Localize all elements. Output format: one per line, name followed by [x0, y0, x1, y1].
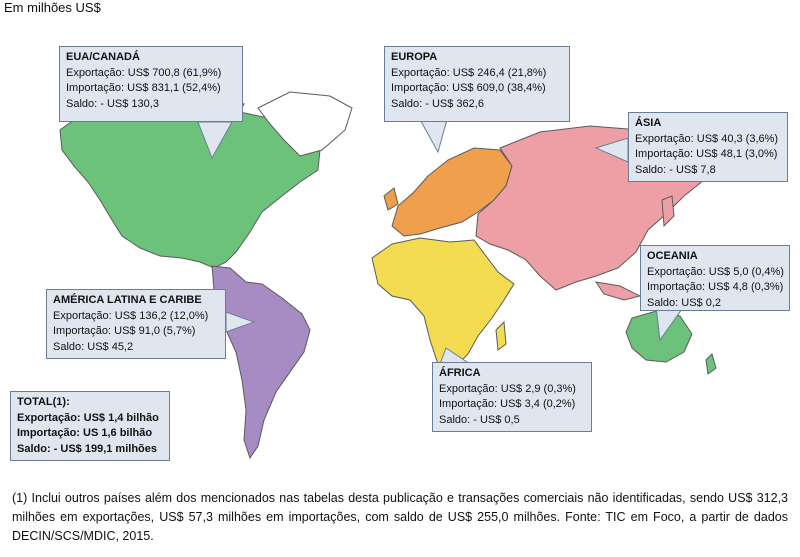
callout-title: OCEANIA	[647, 250, 698, 262]
callout-line: Saldo: - US$ 130,3	[66, 97, 159, 110]
callout-total	[10, 391, 170, 461]
callout-title: ÁFRICA	[439, 367, 481, 379]
callout-europa	[384, 46, 570, 122]
callout-line: Saldo: - US$ 7,8	[635, 163, 716, 176]
callout-line: Exportação: US$ 5,0 (0,4%)	[647, 265, 784, 278]
callout-line: Exportação: US$ 700,8 (61,9%)	[66, 66, 222, 79]
callout-line: Exportação: US$ 2,9 (0,3%)	[439, 382, 576, 395]
callout-asia	[628, 112, 788, 182]
region-america-latina	[212, 266, 310, 458]
callout-line: Saldo: US$ 45,2	[53, 340, 134, 353]
unit-label: Em milhões US$	[4, 0, 101, 15]
total-line: Exportação: US$ 1,4 bilhão	[17, 411, 159, 424]
callout-title: EUA/CANADÁ	[66, 51, 140, 63]
callout-line: Importação: US$ 3,4 (0,2%)	[439, 398, 576, 410]
callout-oceania	[640, 245, 790, 311]
callout-line: Saldo: - US$ 362,6	[391, 97, 484, 110]
callout-title: EUROPA	[391, 51, 438, 63]
region-uk	[384, 188, 398, 210]
callout-title: AMÉRICA LATINA E CARIBE	[53, 294, 202, 306]
callout-line: Importação: US$ 4,8 (0,3%)	[647, 281, 784, 293]
callout-line: Saldo: - US$ 0,5	[439, 413, 520, 426]
callout-line: Exportação: US$ 246,4 (21,8%)	[391, 66, 547, 79]
callout-line: Exportação: US$ 136,2 (12,0%)	[53, 309, 209, 322]
callout-line: Importação: US$ 48,1 (3,0%)	[635, 148, 778, 160]
region-africa	[372, 238, 514, 370]
total-line: Saldo: - US$ 199,1 milhões	[17, 442, 157, 455]
callout-title: ÁSIA	[635, 117, 662, 129]
region-japan	[662, 196, 674, 226]
callout-line: Importação: US$ 831,1 (52,4%)	[66, 82, 221, 94]
callout-line: Saldo: US$ 0,2	[647, 296, 721, 309]
callout-eua-canada	[59, 46, 243, 122]
total-title: TOTAL(1):	[17, 396, 70, 408]
footnote: (1) Inclui outros países além dos mencionados nas tabelas desta publicação e transações comerciais não identificadas, sendo US$ 312,3 milhões em exportações, US$ 57,3 milhões em importações, com saldo de US$ 255,0 milhões. Fonte: TIC em Foco, a partir de dados DECIN/SCS/MDIC, 2015.	[12, 491, 788, 543]
callout-america-latina	[46, 289, 226, 359]
total-line: Importação: US 1,6 bilhão	[17, 427, 153, 439]
region-madagascar	[496, 322, 506, 350]
callout-line: Importação: US$ 609,0 (38,4%)	[391, 82, 546, 94]
callout-line: Importação: US$ 91,0 (5,7%)	[53, 325, 196, 337]
region-new-zealand	[706, 354, 716, 374]
region-indonesia	[596, 282, 640, 300]
callout-line: Exportação: US$ 40,3 (3,6%)	[635, 132, 779, 145]
callout-africa	[432, 362, 592, 432]
